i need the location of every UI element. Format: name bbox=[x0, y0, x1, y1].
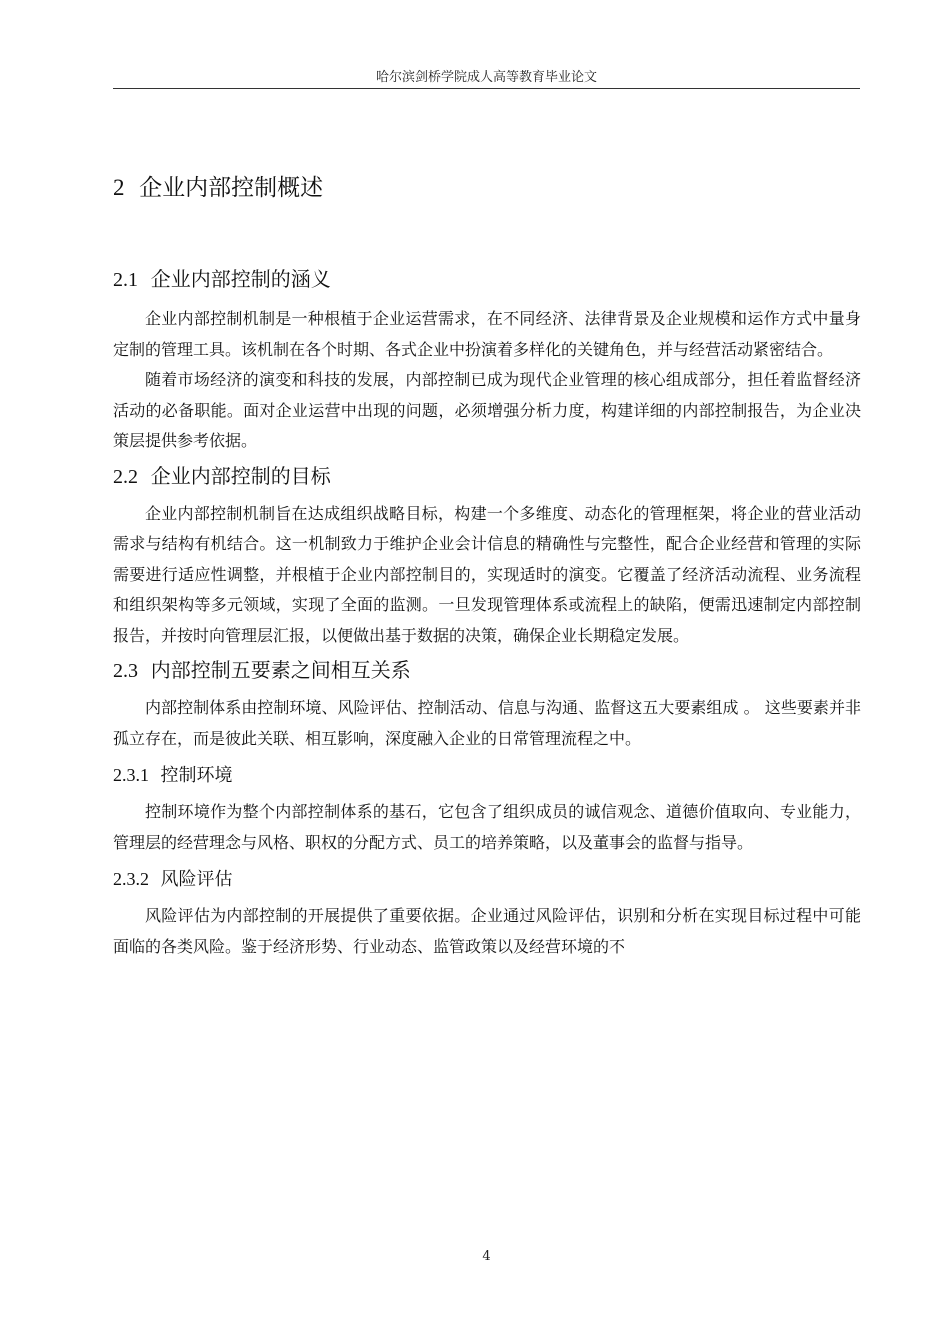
section-title: 企业内部控制的目标 bbox=[150, 463, 331, 488]
section-heading-2-3 bbox=[113, 651, 861, 690]
section-heading-2-2 bbox=[113, 457, 861, 496]
subsection-number: 2.3.2 bbox=[113, 869, 149, 889]
section-number: 2.1 bbox=[113, 269, 138, 291]
paragraph: 企业内部控制机制旨在达成组织战略目标，构建一个多维度、动态化的管理框架，将企业的营业活动需求与结构有机结合。这一机制致力于维护企业会计信息的精确性与完整性，配合企业经营和管理的实际需要进行适应性调整，并根植于企业内部控制目的，实现适时的演变。它覆盖了经济活动流程、业务流程和组织架构等多元领域，实现了全面的监测。一旦发现管理体系或流程上的缺陷，便需迅速制定内部控制报告，并按时向管理层汇报，以便做出基于数据的决策，确保企业长期稳定发展。 bbox=[113, 503, 861, 645]
paragraph: 内部控制体系由控制环境、风险评估、控制活动、信息与沟通、监督这五大要素组成 。 这些要素并非孤立存在，而是彼此关联、相互影响，深度融入企业的日常管理流程之中。 bbox=[113, 698, 861, 748]
chapter-title: 企业内部控制概述 bbox=[139, 175, 324, 201]
paragraph: 控制环境作为整个内部控制体系的基石，它包含了组织成员的诚信观念、道德价值取向、专业能力，管理层的经营理念与风格、职权的分配方式、员工的培养策略，以及董事会的监督与指导。 bbox=[113, 802, 861, 852]
section-number: 2.3 bbox=[113, 660, 138, 682]
subsection-heading-2-3-1 bbox=[113, 758, 861, 793]
subsection-title: 风险评估 bbox=[160, 869, 233, 890]
section-number: 2.2 bbox=[113, 465, 138, 488]
document-body bbox=[113, 168, 861, 962]
section-title: 企业内部控制的涵义 bbox=[150, 267, 331, 291]
paragraph: 企业内部控制机制是一种根植于企业运营需求，在不同经济、法律背景及企业规模和运作方式中量身定制的管理工具。该机制在各个时期、各式企业中扮演着多样化的关键角色，并与经营活动紧密结合。 bbox=[113, 309, 861, 359]
paragraph: 随着市场经济的演变和科技的发展，内部控制已成为现代企业管理的核心组成部分，担任着监督经济活动的必备职能。面对企业运营中出现的问题，必须增强分析力度，构建详细的内部控制报告，为企业决策层提供参考依据。 bbox=[113, 370, 861, 450]
header-divider bbox=[113, 88, 860, 89]
chapter-number: 2 bbox=[113, 175, 125, 200]
subsection-number: 2.3.1 bbox=[113, 765, 149, 785]
section-title: 内部控制五要素之间相互关系 bbox=[150, 658, 411, 682]
page-number: 4 bbox=[482, 1249, 491, 1264]
section-heading-2-1 bbox=[113, 260, 861, 299]
subsection-heading-2-3-2 bbox=[113, 862, 861, 897]
chapter-heading bbox=[113, 168, 861, 208]
paragraph: 风险评估为内部控制的开展提供了重要依据。企业通过风险评估，识别和分析在实现目标过程中可能面临的各类风险。鉴于经济形势、行业动态、监管政策以及经营环境的不 bbox=[113, 906, 861, 956]
subsection-title: 控制环境 bbox=[160, 765, 233, 786]
page-header: 哈尔滨剑桥学院成人高等教育毕业论文 bbox=[375, 70, 597, 85]
